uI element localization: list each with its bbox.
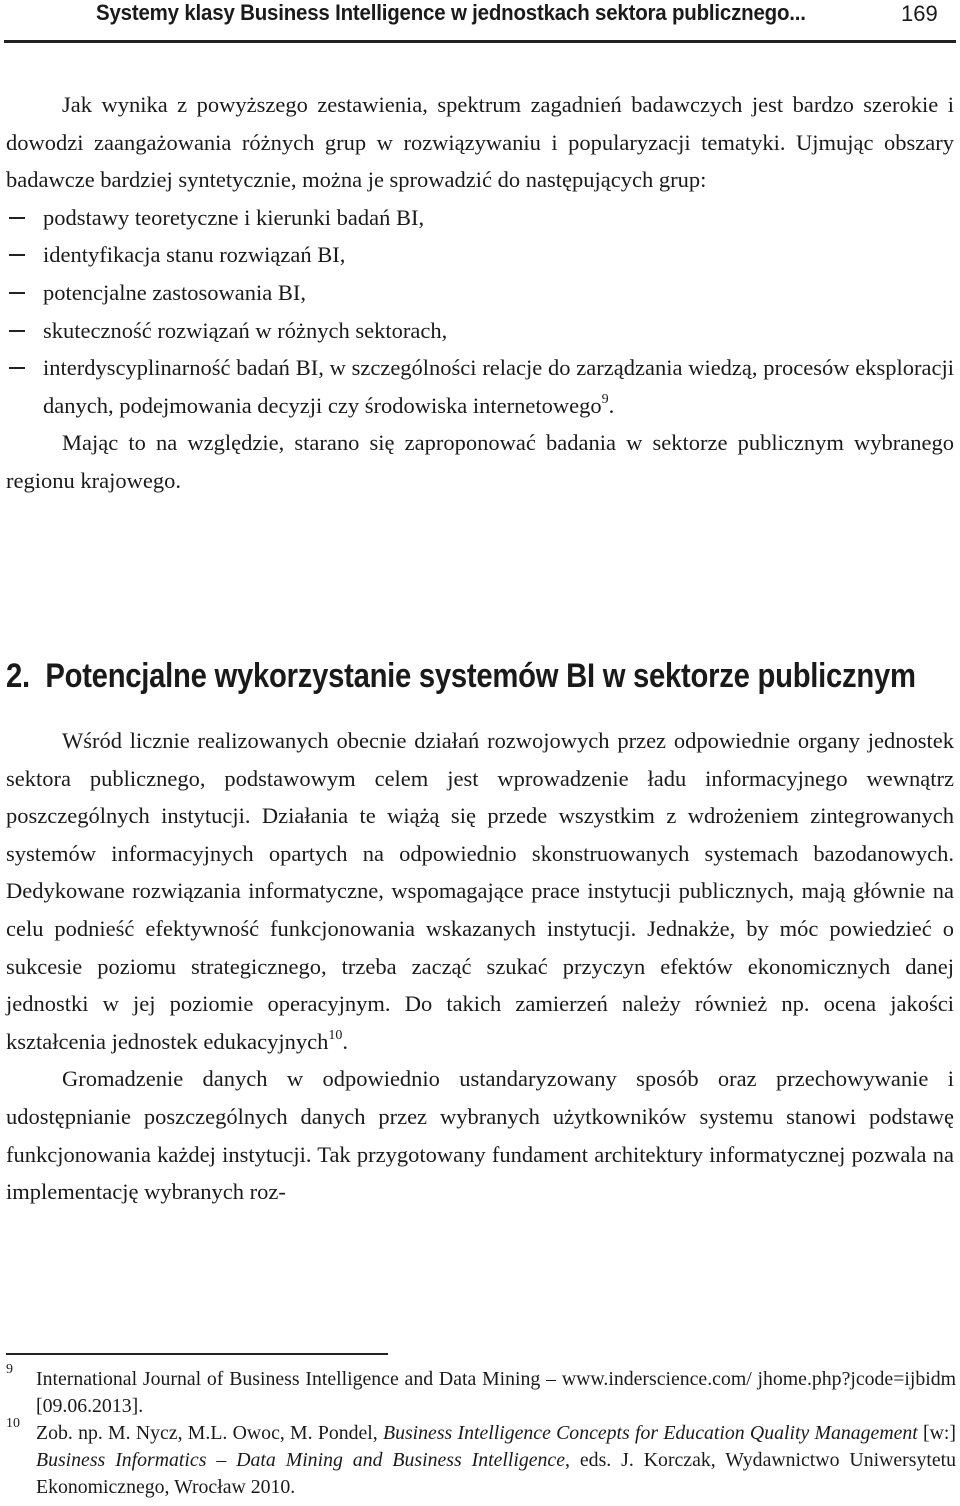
- intro-paragraph: Jak wynika z powyższego zestawienia, spektrum zagadnień badawczych jest bardzo szerokie i dowodzi zaangażowania różnych grup w rozwiązywaniu i popularyzacji tematyki. Ujmując obszary badawcze bardziej syntetycznie, można je sprowadzić do następujących grup:: [6, 92, 954, 193]
- dash-bullet-icon: [9, 367, 25, 369]
- footnote-rule: [6, 1353, 388, 1355]
- list-item-text: identyfikacja stanu rozwiązań BI,: [43, 242, 346, 268]
- body-paragraph: Gromadzenie danych w odpowiednio ustandaryzowany sposób oraz przechowywanie i udostępnianie poszczególnych danych przez wybranych użytkowników systemu stanowi podstawę funkcjonowania każdej instytucji. Tak przygotowany fundament architektury informatycznej pozwala na implementację wybranych roz-: [6, 1066, 954, 1205]
- footnote-title: Business Intelligence Concepts for Education Quality Management: [383, 1422, 918, 1444]
- list-item-text: potencjalne zastosowania BI,: [43, 279, 307, 305]
- footnote-ref[interactable]: 9: [601, 391, 609, 407]
- list-item-text: podstawy teoretyczne i kierunki badań BI,: [43, 204, 425, 230]
- paragraph-text: Wśród licznie realizowanych obecnie działań rozwojowych przez odpowiednie organy jednostek sektora publicznego, podstawowym celem jest wprowadzenie ładu informacyjnego wewnątrz poszczególnych instytucji. Działania te wiążą się przede wszystkim z wdrożeniem zintegrowanych systemów informacyjnych opartych na odpowiednio skonstruowanych systemach bazodanowych. Dedykowane rozwiązania informatyczne, wspomagające prace instytucji publicznych, mają głównie na celu podnieść efektywność funkcjonowania wskazanych instytucji. Jednakże, by móc powiedzieć o sukcesie poziomu strategicznego, trzeba zacząć szukać przyczyn efektów ekonomicznych danej jednostki w jej poziomie operacyjnym. Do takich zamierzeń należy również np. ocena jakości kształcenia jednostek edukacyjnych: [6, 728, 954, 1054]
- list-item-text: skuteczność rozwiązań w różnych sektorach,: [43, 317, 448, 343]
- list-item-tail: .: [608, 392, 615, 418]
- running-head: Systemy klasy Business Intelligence w jednostkach sektora publicznego...: [96, 0, 806, 25]
- footnote-mark: 10: [6, 1416, 20, 1431]
- list-item: [6, 236, 954, 274]
- dash-bullet-icon: [9, 254, 25, 256]
- list-item: [6, 312, 954, 350]
- section-title: Potencjalne wykorzystanie systemów BI w sektorze publicznym: [45, 657, 916, 695]
- section-number: 2.: [6, 657, 30, 695]
- footnote-text: International Journal of Business Intelligence and Data Mining – www.inderscience.com/ jhome.php?jcode=ijbidm [09.06.2013].: [36, 1368, 956, 1417]
- list-item: [6, 274, 954, 312]
- dash-bullet-icon: [9, 217, 25, 219]
- research-areas-list: [6, 199, 954, 425]
- footnote-text: Zob. np. M. Nycz, M.L. Owoc, M. Pondel,: [36, 1422, 383, 1444]
- footnote-text: , eds. J. Korczak, Wydawnictwo Uniwersytetu Ekonomicznego, Wrocław 2010.: [36, 1449, 956, 1498]
- dash-bullet-icon: [9, 330, 25, 332]
- body-paragraph: [6, 722, 954, 1060]
- page-header: [0, 0, 960, 44]
- footnote-ref[interactable]: 10: [328, 1027, 343, 1043]
- header-rule: [4, 40, 956, 43]
- footnote-mark: 9: [6, 1362, 13, 1377]
- footnote-9: [6, 1362, 956, 1420]
- list-item: [6, 199, 954, 237]
- closing-paragraph: Mając to na względzie, starano się zaproponować badania w sektorze publicznym wybranego regionu krajowego.: [6, 430, 954, 493]
- footnote-book-title: Business Informatics – Data Mining and Business Intelligence: [36, 1449, 565, 1471]
- list-item-text: interdyscyplinarność badań BI, w szczególności relacje do zarządzania wiedzą, procesów eksploracji danych, podejmowania decyzji czy środowiska internetowego: [43, 355, 954, 418]
- dash-bullet-icon: [9, 292, 25, 294]
- list-item: [6, 349, 954, 424]
- paragraph-tail: .: [342, 1028, 348, 1054]
- page-number: 169: [901, 1, 938, 26]
- section-body: [6, 722, 954, 1211]
- footnote-10: [6, 1416, 956, 1501]
- footnotes: [6, 1362, 956, 1501]
- section-intro: [6, 86, 954, 500]
- section-heading: [6, 654, 916, 698]
- footnote-text: [w:]: [917, 1422, 956, 1444]
